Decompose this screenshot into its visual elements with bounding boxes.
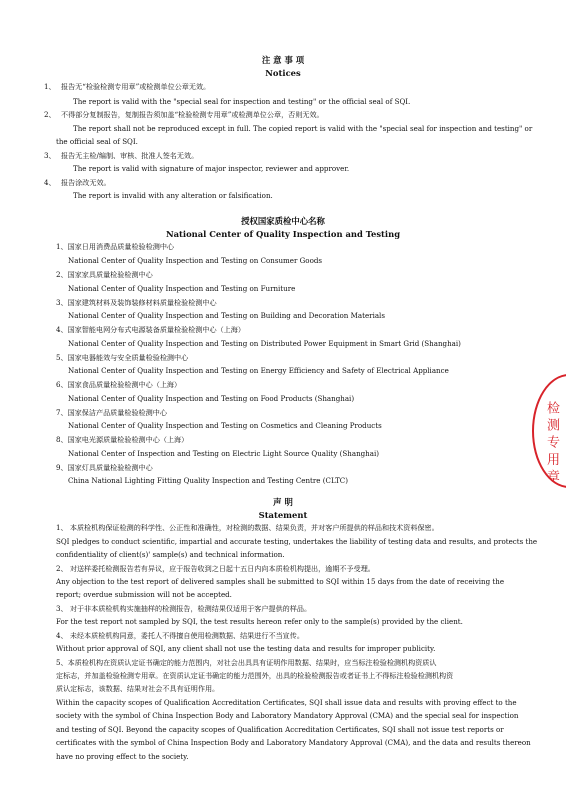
statement-title-cn: 声 明 [273, 497, 293, 507]
statement-line: and testing of SQI. Beyond the capacity scopes of Qualification Accreditation Certificates, SQI shall not issue test reports or [56, 725, 504, 734]
center-en-9: China National Lighting Fitting Quality Inspection and Testing Centre (CLTC) [68, 476, 349, 485]
statement-line: 质认定标志，该数据、结果对社会不具有证明作用。 [56, 684, 220, 693]
statement-line: have no proving effect to the society. [56, 752, 189, 761]
statement-line: SQI pledges to conduct scientific, impartial and accurate testing, undertakes the liability of testing data and results, and protects the [56, 537, 538, 546]
statement-line: society with the symbol of China Inspection Body and Laboratory Mandatory Approval (CMA) and the special seal for inspection [56, 711, 519, 720]
statement-line: confidentiality of client(s)' sample(s) and technical information. [56, 550, 285, 559]
statement-line: 5、本质检机构在资质认定证书确定的能力范围内，对社会出具具有证明作用数据、结果时，应当标注检验检测机构资质认 [56, 658, 437, 667]
notice-cn-4: 4、 报告涂改无效。 [44, 178, 111, 187]
statement-line: report; overdue submission will not be accepted. [56, 590, 232, 599]
statement-line: Within the capacity scopes of Qualification Accreditation Certificates, SQI shall issue data and results with proving effect to the [56, 698, 517, 707]
center-cn-8: 8、国家电光源质量检验检测中心（上海） [56, 435, 189, 444]
centers-title-cn: 授权国家质检中心名称 [241, 216, 325, 226]
notice-en-2-cont: the official seal of SQI. [56, 137, 138, 146]
centers-title-en: National Center of Quality Inspection and Testing [165, 229, 401, 239]
stamp-text: 检 测 专 用 章 [544, 401, 559, 483]
statement-title-en: Statement [258, 510, 308, 520]
statement-line: certificates with the symbol of China Inspection Body and Laboratory Mandatory Approval (CMA), and the data and results thereon [56, 738, 531, 747]
inspection-seal-stamp [532, 374, 566, 488]
statement-line: 4、 未经本质检机构同意，委托人不得擅自使用检测数据、结果进行不当宣传。 [56, 631, 304, 640]
notice-cn-2: 2、 不得部分复制报告，复制报告须加盖“检验检测专用章”或检测单位公章，否则无效。 [44, 110, 324, 119]
center-cn-3: 3、国家建筑材料及装饰装修材料质量检验检测中心 [56, 298, 217, 307]
center-cn-2: 2、国家家具质量检验检测中心 [56, 270, 153, 279]
center-cn-1: 1、国家日用消费品质量检验检测中心 [56, 242, 175, 251]
notice-en-3: The report is valid with signature of major inspector, reviewer and approver. [73, 164, 350, 173]
notice-cn-3: 3、 报告无主检/编制、审核、批准人签名无效。 [44, 151, 199, 160]
center-cn-5: 5、国家电器能效与安全质量检验检测中心 [56, 353, 189, 362]
notices-title-cn: 注 意 事 项 [261, 55, 305, 65]
center-cn-9: 9、国家灯具质量检验检测中心 [56, 463, 153, 472]
center-en-5: National Center of Quality Inspection and Testing on Energy Efficiency and Safety of Electrical Appliance [68, 366, 449, 375]
center-en-2: National Center of Quality Inspection and Testing on Furniture [68, 284, 296, 293]
statement-line: 定标志，并加盖检验检测专用章。在资质认定证书确定的能力范围外，出具的检验检测报告或者证书上不得标注检验检测机构资 [56, 671, 454, 680]
statement-line: Without prior approval of SQI, any client shall not use the testing data and results for improper publicity. [56, 644, 436, 653]
notice-en-1: The report is valid with the "special seal for inspection and testing" or the official seal of SQI. [73, 97, 411, 106]
center-en-1: National Center of Quality Inspection and Testing on Consumer Goods [68, 256, 323, 265]
center-en-4: National Center of Quality Inspection and Testing on Distributed Power Equipment in Smart Grid (Shanghai) [68, 339, 461, 348]
statement-line: Any objection to the test report of delivered samples shall be submitted to SQI within 15 days from the date of receiving the [56, 577, 505, 586]
center-cn-7: 7、国家保洁产品质量检验检测中心 [56, 408, 167, 417]
statement-line: 2、 对送样委托检测报告若有异议，应于报告收到之日起十五日内向本质检机构提出，逾期不予受理。 [56, 564, 375, 573]
statement-line: 1、 本质检机构保证检测的科学性、公正性和准确性，对检测的数据、结果负责，并对客户所提供的样品和技术资料保密。 [56, 523, 439, 532]
notice-cn-1: 1、 报告无“检验检测专用章”或检测单位公章无效。 [44, 82, 211, 91]
notices-title-en: Notices [265, 68, 301, 78]
notice-en-4: The report is invalid with any alteration or falsification. [73, 191, 273, 200]
center-en-3: National Center of Quality Inspection and Testing on Building and Decoration Materials [68, 311, 385, 320]
center-cn-6: 6、国家食品质量检验检测中心（上海） [56, 380, 182, 389]
center-cn-4: 4、国家智能电网分布式电源装备质量检验检测中心（上海） [56, 325, 245, 334]
notice-en-2: The report shall not be reproduced except in full. The copied report is valid with the "special seal for inspection and testing" or [73, 124, 533, 133]
center-en-8: National Center of Inspection and Testing on Electric Light Source Quality (Shanghai) [68, 449, 380, 458]
center-en-6: National Center of Quality Inspection and Testing on Food Products (Shanghai) [68, 394, 355, 403]
statement-line: 3、 对于非本质检机构实施抽样的检测报告，检测结果仅适用于客户提供的样品。 [56, 604, 312, 613]
statement-line: For the test report not sampled by SQI, the test results hereon refer only to the sample(s) provided by the client. [56, 617, 463, 626]
center-en-7: National Center of Quality Inspection and Testing on Cosmetics and Cleaning Products [68, 421, 382, 430]
